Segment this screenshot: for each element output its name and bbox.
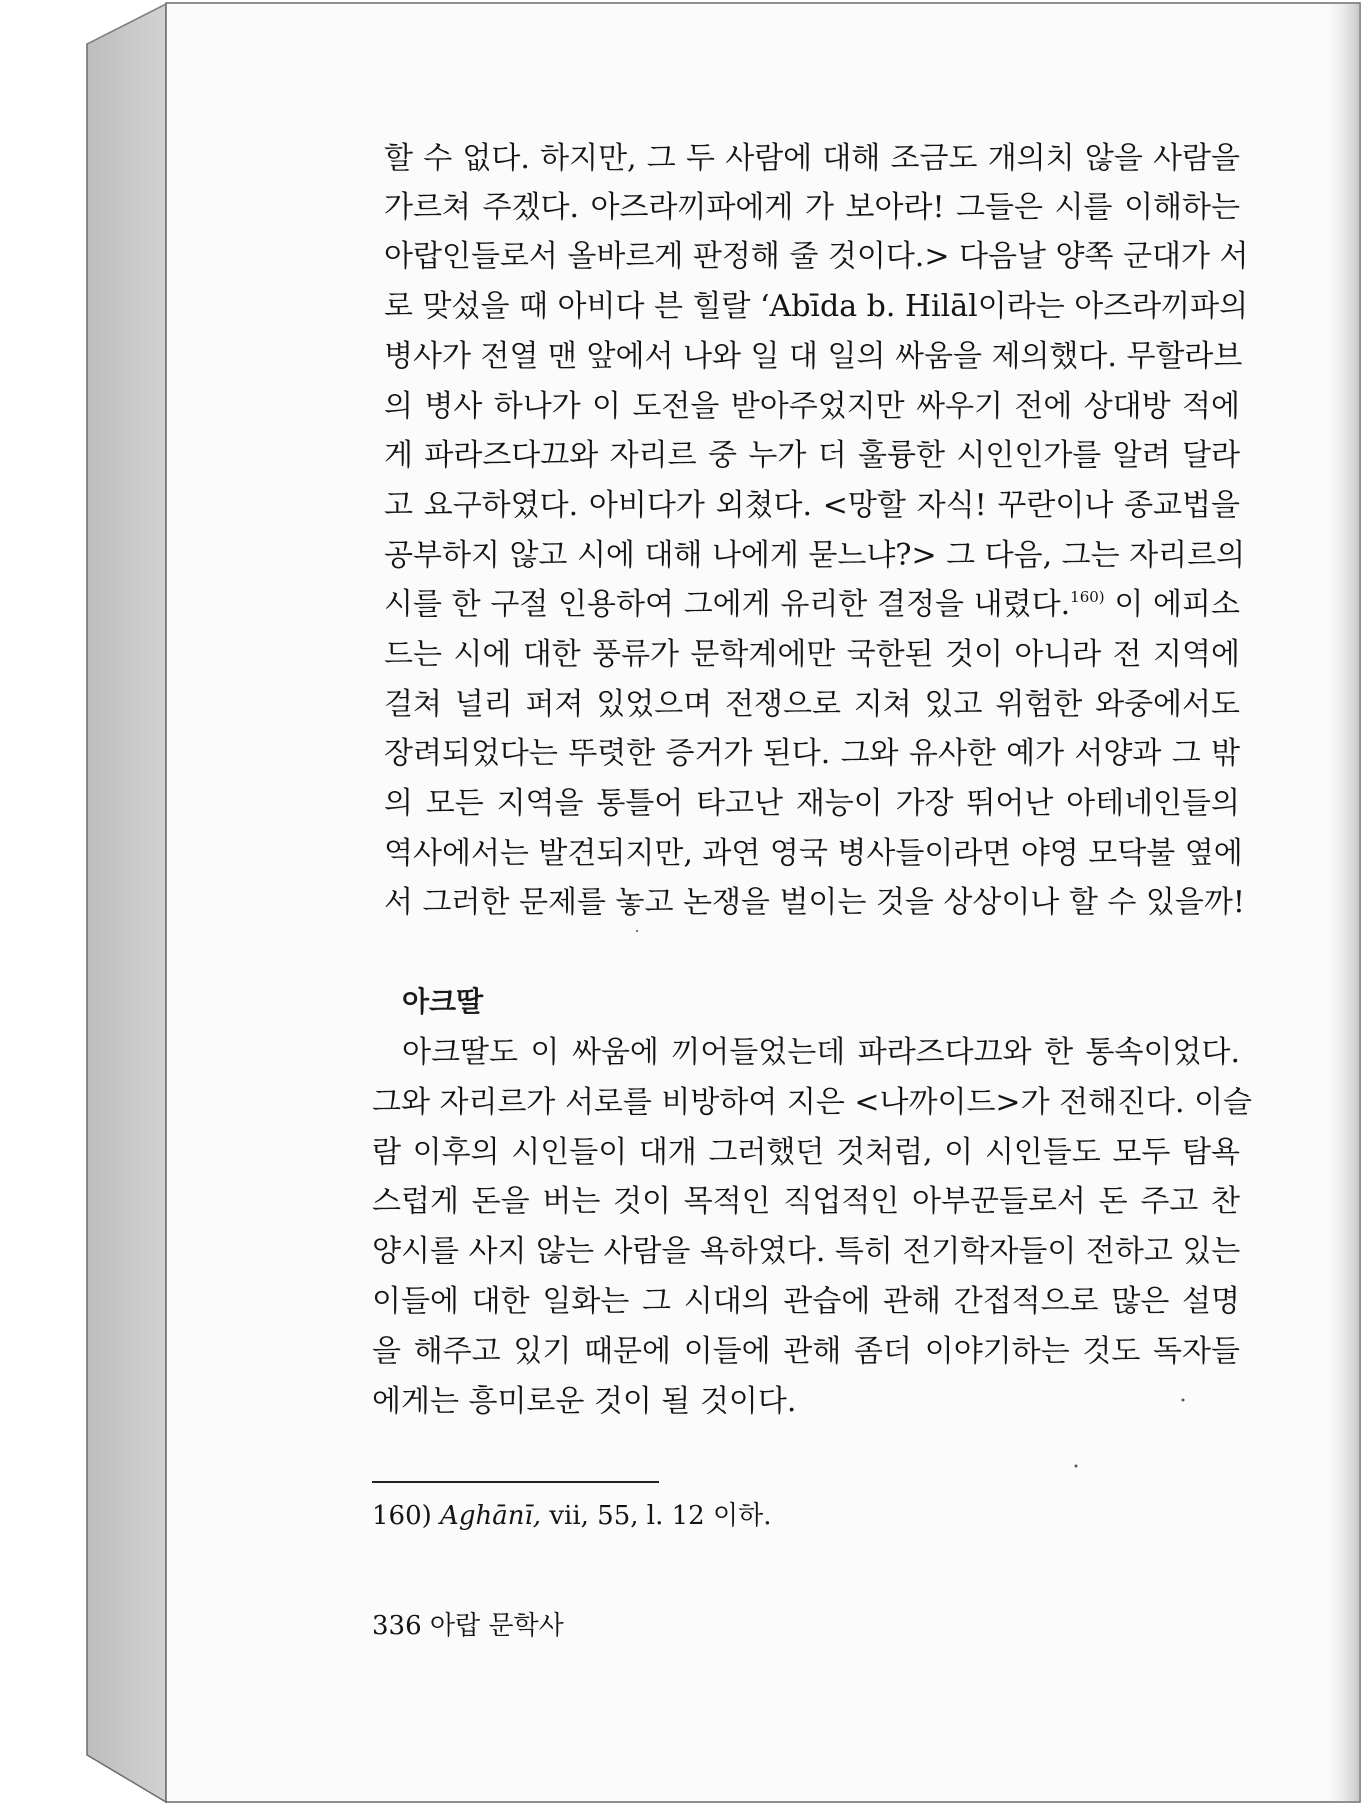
page-right-shadow <box>1320 4 1360 1801</box>
page-footer <box>372 1610 564 1642</box>
paragraph1-line-15: 역사에서는 발견되지만, 과연 영국 병사들이라면 야영 모닥불 옆에 <box>384 836 1243 871</box>
running-title: 아랍 문학사 <box>429 1611 564 1641</box>
scan-speck <box>1075 1465 1078 1468</box>
footnote <box>372 1500 771 1532</box>
paragraph2-line-7: 을 해주고 있기 때문에 이들에 관해 좀더 이야기하는 것도 독자들 <box>372 1334 1240 1369</box>
paragraph1-line-4: 로 맞섰을 때 아비다 븐 힐랄 ‘Abīda b. Hilāl이라는 아즈라끼파의 <box>384 289 1249 324</box>
paragraph1-line-11: 드는 시에 대한 풍류가 문학계에만 국한된 것이 아니라 전 지역에 <box>384 637 1240 672</box>
scan-speck <box>1182 1399 1185 1402</box>
footnote-citation: vii, 55, l. 12 이하. <box>549 1501 772 1531</box>
paragraph1-line-13: 장려되었다는 뚜렷한 증거가 된다. 그와 유사한 예가 서양과 그 밖 <box>384 736 1240 771</box>
paragraph2-line-1: 아크딸도 이 싸움에 끼어들었는데 파라즈다끄와 한 통속이었다. <box>402 1035 1240 1070</box>
paragraph2-line-4: 스럽게 돈을 버는 것이 목적인 직업적인 아부꾼들로서 돈 주고 찬 <box>372 1184 1240 1219</box>
paragraph1-line-3: 아랍인들로서 올바르게 판정해 줄 것이다.> 다음날 양쪽 군대가 서 <box>384 239 1249 274</box>
paragraph1-line-16: 서 그러한 문제를 놓고 논쟁을 벌이는 것을 상상이나 할 수 있을까! <box>384 885 1245 920</box>
paragraph2-line-8: 에게는 흥미로운 것이 될 것이다. <box>372 1384 797 1419</box>
footnote-separator <box>372 1481 659 1483</box>
footnote-source: Aghānī, <box>440 1501 542 1531</box>
paragraph1-line-10 <box>384 588 1240 622</box>
page-number: 336 <box>372 1611 422 1641</box>
paragraph1-line-10-tail: 이 에피소 <box>1104 587 1240 622</box>
paragraph2-line-6: 이들에 대한 일화는 그 시대의 관습에 관해 간접적으로 많은 설명 <box>372 1284 1240 1319</box>
paragraph1-line-12: 걸쳐 널리 퍼져 있었으며 전쟁으로 지쳐 있고 위험한 와중에서도 <box>384 687 1240 722</box>
paragraph1-line-1: 할 수 없다. 하지만, 그 두 사람에 대해 조금도 개의치 않을 사람을 <box>384 141 1240 176</box>
footnote-number: 160) <box>372 1501 432 1531</box>
section-heading: 아크딸 <box>402 985 484 1018</box>
paragraph1-line-6: 의 병사 하나가 이 도전을 받아주었지만 싸우기 전에 상대방 적에 <box>384 389 1240 424</box>
paragraph1-line-7: 게 파라즈다끄와 자리르 중 누가 더 훌륭한 시인인가를 알려 달라 <box>384 438 1240 473</box>
scan-speck <box>636 930 638 932</box>
paragraph1-line-10-text: 시를 한 구절 인용하여 그에게 유리한 결정을 내렸다. <box>384 587 1071 622</box>
paragraph2-line-5: 양시를 사지 않는 사람을 욕하였다. 특히 전기학자들이 전하고 있는 <box>372 1234 1241 1269</box>
paragraph1-line-9: 공부하지 않고 시에 대해 나에게 묻느냐?> 그 다음, 그는 자리르의 <box>384 538 1246 573</box>
paragraph1-line-5: 병사가 전열 맨 앞에서 나와 일 대 일의 싸움을 제의했다. 무할라브 <box>384 339 1243 374</box>
paragraph1-line-14: 의 모든 지역을 통틀어 타고난 재능이 가장 뛰어난 아테네인들의 <box>384 786 1240 821</box>
paragraph1-line-8: 고 요구하였다. 아비다가 외쳤다. <망할 자식! 꾸란이나 종교법을 <box>384 488 1240 523</box>
paragraph1-line-2: 가르쳐 주겠다. 아즈라끼파에게 가 보아라! 그들은 시를 이해하는 <box>384 190 1240 225</box>
footnote-reference: 160) <box>1070 588 1105 606</box>
paragraph2-line-3: 람 이후의 시인들이 대개 그러했던 것처럼, 이 시인들도 모두 탐욕 <box>372 1135 1240 1170</box>
book-spine <box>87 4 166 1802</box>
paragraph2-line-2: 그와 자리르가 서로를 비방하여 지은 <나까이드>가 전해진다. 이슬 <box>372 1085 1253 1120</box>
